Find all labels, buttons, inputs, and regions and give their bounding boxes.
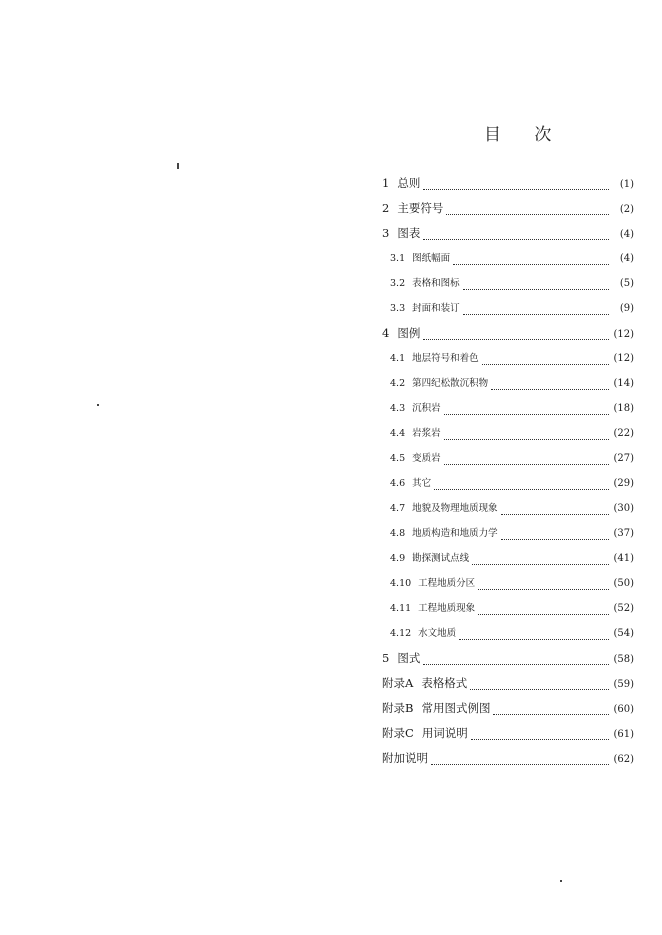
toc-entry: [382, 625, 634, 650]
toc-leader-dots: [493, 714, 609, 715]
toc-entry-number: 4.4: [390, 428, 406, 439]
toc-entry-label: 图式: [397, 651, 421, 665]
toc-entry-number: 4.10: [390, 578, 412, 589]
toc-entry-page: (1): [619, 179, 634, 190]
toc-entry-number: 4.9: [390, 553, 406, 564]
toc-leader-dots: [470, 689, 609, 690]
toc-entry: [382, 475, 634, 500]
toc-entry-page: (30): [613, 503, 634, 514]
toc-leader-dots: [446, 214, 609, 215]
toc-entry: [382, 250, 634, 275]
toc-entry-page: (37): [613, 528, 634, 539]
toc-leader-dots: [431, 764, 609, 765]
toc-entry-label: 图纸幅面: [412, 253, 451, 264]
toc-entry: [382, 525, 634, 550]
toc-entry-page: (18): [613, 403, 634, 414]
toc-entry-page: (58): [613, 654, 634, 665]
toc-entry-page: (22): [613, 428, 634, 439]
scan-speck: [560, 880, 562, 882]
toc-leader-dots: [491, 389, 609, 390]
toc-leader-dots: [478, 614, 609, 615]
toc-entry: [382, 275, 634, 300]
toc-entry-label: 工程地质分区: [418, 578, 476, 589]
toc-entry-label: 水文地质: [418, 628, 457, 639]
scan-speck: [177, 163, 179, 169]
toc-entry-label: 第四纪松散沉积物: [412, 378, 489, 389]
toc-leader-dots: [459, 639, 609, 640]
toc-entry: [382, 500, 634, 525]
toc-entry-label: 常用图式例图: [421, 701, 491, 715]
toc-entry-label: 工程地质现象: [418, 603, 476, 614]
toc-entry-number: 4.3: [390, 403, 406, 414]
toc-entry: [382, 425, 634, 450]
toc-entry-label: 用词说明: [421, 726, 468, 740]
toc-entry: [382, 700, 634, 725]
toc-entry: [382, 675, 634, 700]
toc-entry-page: (9): [619, 303, 634, 314]
toc-entry-page: (27): [613, 453, 634, 464]
toc-entry: [382, 750, 634, 775]
toc-entry-page: (50): [613, 578, 634, 589]
toc-entry-number: 4.8: [390, 528, 406, 539]
toc-entry-number: 3.3: [390, 303, 406, 314]
toc-entry-number: 4.6: [390, 478, 406, 489]
toc-entry-number: 2: [382, 201, 390, 215]
toc-leader-dots: [423, 339, 609, 340]
toc-entry-page: (2): [619, 204, 634, 215]
toc-leader-dots: [453, 264, 609, 265]
toc-entry-number: 3: [382, 226, 390, 240]
toc-entry-number: 4.12: [390, 628, 412, 639]
toc-entry-label: 图例: [397, 326, 421, 340]
toc-entry-number: 4.1: [390, 353, 406, 364]
toc-entry-page: (54): [613, 628, 634, 639]
toc-leader-dots: [423, 189, 609, 190]
toc-entry: [382, 175, 634, 200]
toc-entry-page: (61): [613, 729, 634, 740]
toc-entry-label: 图表: [397, 226, 421, 240]
toc-leader-dots: [501, 539, 609, 540]
toc-leader-dots: [423, 239, 609, 240]
toc-entry-number: 4.7: [390, 503, 406, 514]
toc-leader-dots: [478, 589, 609, 590]
toc-entry-page: (4): [619, 253, 634, 264]
toc-entry-page: (14): [613, 378, 634, 389]
toc-entry-label: 勘探测试点线: [412, 553, 470, 564]
toc-leader-dots: [472, 564, 609, 565]
toc-entry: [382, 200, 634, 225]
toc-entry-number: 4: [382, 326, 390, 340]
toc-entry-label: 总则: [397, 176, 421, 190]
toc-entry: [382, 575, 634, 600]
toc-leader-dots: [423, 664, 609, 665]
toc-entry: [382, 225, 634, 250]
toc-entry-number: 3.2: [390, 278, 406, 289]
toc-entry-number: 4.2: [390, 378, 406, 389]
toc-entry: [382, 300, 634, 325]
toc-entry-number: 5: [382, 651, 390, 665]
toc-entry-page: (29): [613, 478, 634, 489]
toc-leader-dots: [444, 464, 609, 465]
toc-entry-number: 附录B: [382, 701, 414, 715]
toc-entry-page: (62): [613, 754, 634, 765]
page-title: 目 次: [484, 125, 566, 145]
toc-leader-dots: [463, 289, 609, 290]
toc-entry-label: 变质岩: [412, 453, 441, 464]
toc-entry-page: (59): [613, 679, 634, 690]
toc-entry: [382, 375, 634, 400]
toc-entry: [382, 400, 634, 425]
toc-leader-dots: [463, 314, 609, 315]
toc-entry: [382, 325, 634, 350]
toc-leader-dots: [434, 489, 609, 490]
toc-leader-dots: [471, 739, 609, 740]
toc-entry-page: (60): [613, 704, 634, 715]
toc-entry-label: 地貌及物理地质现象: [412, 503, 498, 514]
toc-entry-page: (12): [613, 353, 634, 364]
toc-entry-number: 4.5: [390, 453, 406, 464]
toc-entry-label: 表格格式: [421, 676, 468, 690]
toc-entry: [382, 650, 634, 675]
scan-speck: [97, 404, 99, 406]
toc-entry-label: 岩浆岩: [412, 428, 441, 439]
toc-entry-page: (41): [613, 553, 634, 564]
toc-entry-label: 地质构造和地质力学: [412, 528, 498, 539]
toc-entry-page: (4): [619, 229, 634, 240]
toc-entry-label: 封面和装订: [412, 303, 460, 314]
toc-entry-number: 附录C: [382, 726, 414, 740]
toc-leader-dots: [444, 414, 609, 415]
toc-entry: [382, 550, 634, 575]
toc-entry-page: (12): [613, 329, 634, 340]
toc-entry-label: 沉积岩: [412, 403, 441, 414]
toc-entry-page: (5): [619, 278, 634, 289]
toc-entry: [382, 350, 634, 375]
toc-entry-number: 1: [382, 176, 390, 190]
toc-entry-number: 3.1: [390, 253, 406, 264]
toc-entry-page: (52): [613, 603, 634, 614]
toc-entry-label: 附加说明: [382, 751, 428, 765]
toc-entry-number: 附录A: [382, 676, 414, 690]
table-of-contents: [382, 175, 634, 775]
toc-entry-number: 4.11: [390, 603, 412, 614]
toc-entry: [382, 725, 634, 750]
toc-leader-dots: [444, 439, 609, 440]
toc-entry-label: 主要符号: [397, 201, 444, 215]
toc-leader-dots: [501, 514, 609, 515]
toc-entry-label: 其它: [412, 478, 432, 489]
toc-leader-dots: [482, 364, 609, 365]
toc-entry-label: 表格和图标: [412, 278, 460, 289]
toc-entry: [382, 600, 634, 625]
toc-entry-label: 地层符号和着色: [412, 353, 479, 364]
toc-entry: [382, 450, 634, 475]
